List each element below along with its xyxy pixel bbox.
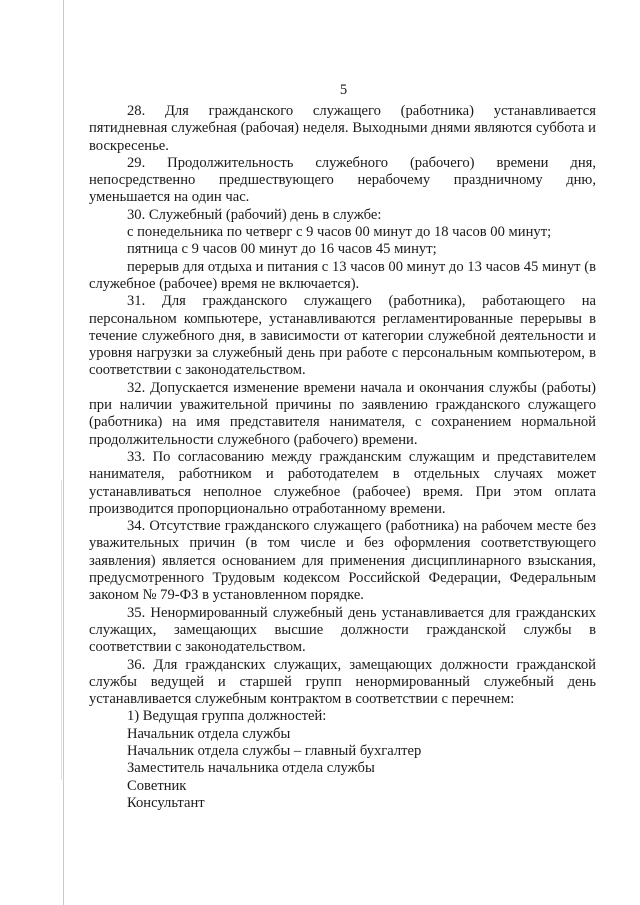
paragraph-30: 30. Служебный (рабочий) день в службе:: [127, 206, 382, 223]
position-item: Начальник отдела службы: [127, 725, 291, 742]
paragraph-35: 35. Ненормированный служебный день устанавливается для гражданских служащих, замещающих высшие должности гражданской службы в соответствии с законодательством.: [89, 604, 596, 656]
position-item: Советник: [127, 777, 187, 794]
position-item: Начальник отдела службы – главный бухгалтер: [127, 742, 422, 759]
paragraph-36: 36. Для гражданских служащих, замещающих должности гражданской службы ведущей и старшей групп ненормированный служебный день устанавливается служебным контрактом в соответствии с перечнем:: [89, 656, 596, 708]
document-body: [89, 103, 596, 812]
paragraph-31: 31. Для гражданского служащего (работника), работающего на персональном компьютере, устанавливаются регламентированные перерывы в течение служебного дня, в зависимости от категории служебной деятельности и уровня нагрузки за служебный день при работе с персональным компьютером, в соответствии с законодательством.: [89, 293, 596, 379]
list-heading: 1) Ведущая группа должностей:: [127, 708, 327, 725]
position-item: Консультант: [127, 794, 205, 811]
page-number: 5: [339, 82, 348, 98]
scan-edge-line: [63, 0, 64, 905]
scan-edge-line: [61, 480, 62, 780]
paragraph-33: 33. По согласованию между гражданским служащим и представителем нанимателя, работником и работодателем в отдельных случаях может устанавливаться неполное служебное (рабочее) время. При этом оплата производится пропорционально отработанному времени.: [89, 448, 596, 517]
schedule-friday: пятница с 9 часов 00 минут до 16 часов 45 минут;: [127, 241, 437, 258]
position-item: Заместитель начальника отдела службы: [127, 760, 375, 777]
schedule-mon-thu: с понедельника по четверг с 9 часов 00 минут до 18 часов 00 минут;: [127, 224, 552, 241]
schedule-break: перерыв для отдыха и питания с 13 часов 00 минут до 13 часов 45 минут (в служебное (рабочее) время не включается).: [89, 258, 596, 292]
paragraph-32: 32. Допускается изменение времени начала и окончания службы (работы) при наличии уважительной причины по заявлению гражданского служащего (работника) на имя представителя нанимателя, с сохранением нормальной продолжительности служебного (рабочего) времени.: [89, 379, 596, 448]
paragraph-29: 29. Продолжительность служебного (рабочего) времени дня, непосредственно предшествующего нерабочему праздничному дню, уменьшается на один час.: [89, 154, 596, 206]
paragraph-34: 34. Отсутствие гражданского служащего (работника) на рабочем месте без уважительных причин (в том числе и без оформления соответствующего заявления) является основанием для применения дисциплинарного взыскания, предусмотренного Трудовым кодексом Российской Федерации, Федеральным законом № 79-ФЗ в установленном порядке.: [89, 518, 596, 604]
paragraph-28: 28. Для гражданского служащего (работника) устанавливается пятидневная служебная (рабочая) неделя. Выходными днями являются суббота и воскресенье.: [89, 103, 596, 154]
